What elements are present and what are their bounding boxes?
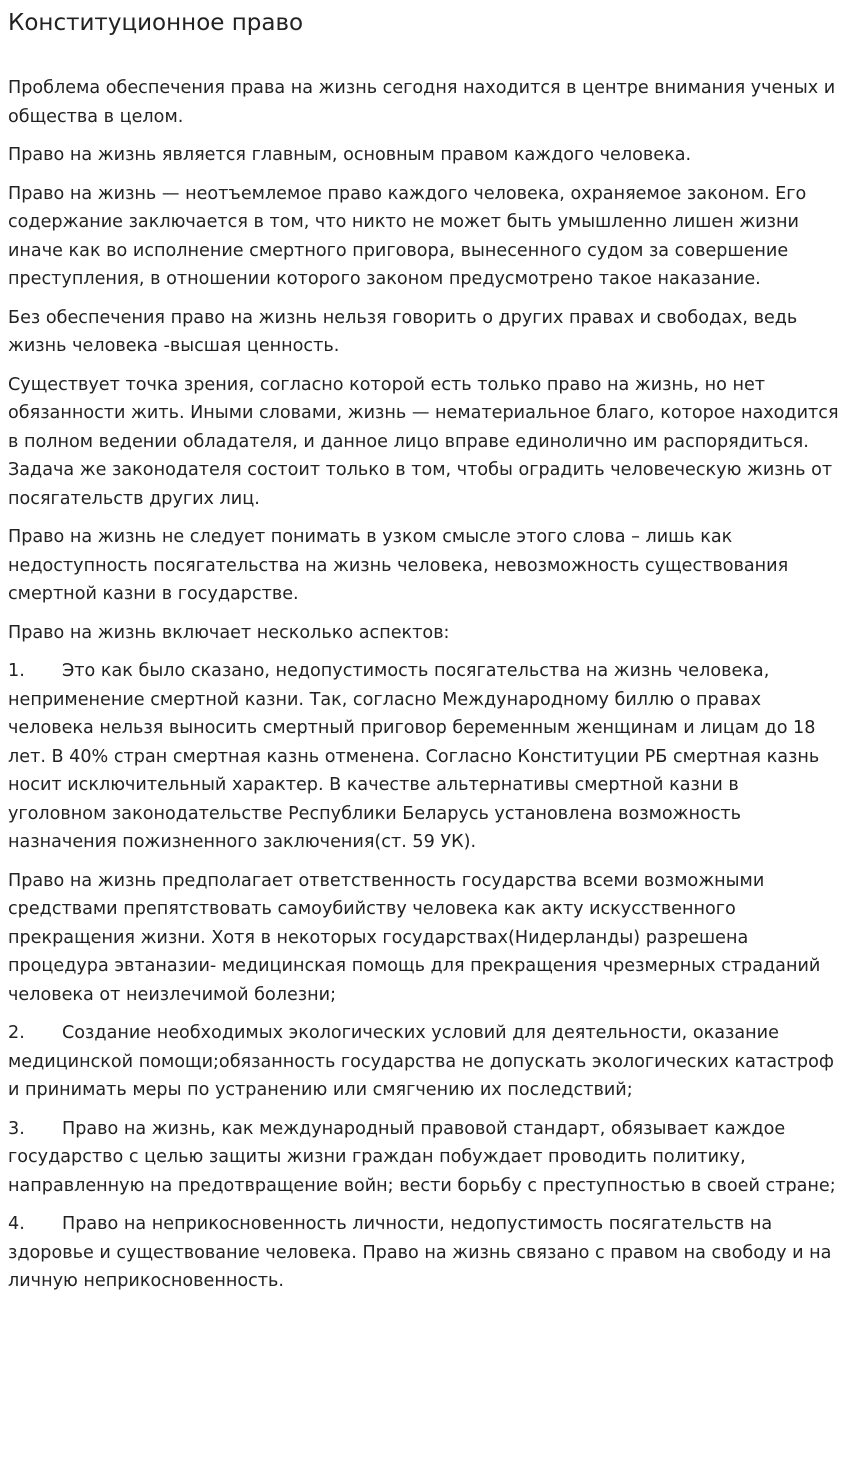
paragraph <box>8 74 840 131</box>
list-item <box>8 1019 840 1105</box>
list-number: 4. <box>8 1214 25 1234</box>
paragraph <box>8 304 840 361</box>
list-item <box>8 1210 840 1296</box>
document-page <box>8 0 840 1306</box>
paragraph-text: Право на жизнь предполагает ответственность государства всеми возможными средствами препятствовать самоубийству человека как акту искусственного прекращения жизни. Хотя в некоторых государствах(Нидерланды) разрешена процедура эвтаназии- медицинская помощь для прекращения чрезмерных страданий человека от неизлечимой болезни; <box>8 870 821 1005</box>
paragraph-text: Без обеспечения право на жизнь нельзя говорить о других правах и свободах, ведь жизнь человека -высшая ценность. <box>8 307 798 356</box>
page-title: Конституционное право <box>8 10 304 36</box>
paragraph-text: Право на жизнь — неотъемлемое право каждого человека, охраняемое законом. Его содержание заключается в том, что никто не может быть умышленно лишен жизни иначе как во исполнение смертного приговора, вынесенного судом за совершение преступления, в отношении которого законом предусмотрено такое наказание. <box>8 183 807 289</box>
list-number: 3. <box>8 1118 25 1139</box>
paragraph <box>8 523 840 609</box>
paragraph <box>8 141 840 170</box>
list-item-text: Это как было сказано, недопустимость посягательства на жизнь человека, неприменение смертной казни. Так, согласно Международному биллю о правах человека нельзя выносить смертный приговор беременным женщинам и лицам до 18 лет. В 40% стран смертная казнь отменена. Согласно Конституции РБ смертная казнь носит исключительный характер. В качестве альтернативы смертной казни в уголовном законодательстве Республики Беларусь установлена возможность назначения пожизненного заключения(ст. 59 УК). <box>8 661 820 852</box>
list-item-text: Право на неприкосновенность личности, недопустимость посягательств на здоровье и существование человека. Право на жизнь связано с правом на свободу и на личную неприкосновенность. <box>8 1214 832 1291</box>
paragraph <box>8 180 840 294</box>
document-body <box>8 74 840 1296</box>
list-item-text: Создание необходимых экологических условий для деятельности, оказание медицинской помощи;обязанность государства не допускать экологических катастроф и принимать меры по устранению или смягчению их последствий; <box>8 1023 834 1100</box>
paragraph-text: Право на жизнь не следует понимать в узком смысле этого слова – лишь как недоступность посягательства на жизнь человека, невозможность существования смертной казни в государстве. <box>8 527 789 604</box>
paragraph-text: Существует точка зрения, согласно которой есть только право на жизнь, но нет обязанности жить. Иными словами, жизнь — нематериальное благо, которое находится в полном ведении обладателя, и данное лицо вправе единолично им распорядиться. Задача же законодателя состоит только в том, чтобы оградить человеческую жизнь от посягательств других лиц. <box>8 374 839 509</box>
paragraph <box>8 867 840 1010</box>
list-number: 1. <box>8 661 25 681</box>
paragraph-text: Проблема обеспечения права на жизнь сегодня находится в центре внимания ученых и общества в целом. <box>8 78 836 127</box>
paragraph-text: Право на жизнь включает несколько аспектов: <box>8 622 450 643</box>
list-item-text: Право на жизнь, как международный правовой стандарт, обязывает каждое государство с целью защиты жизни граждан побуждает проводить политику, направленную на предотвращение войн; вести борьбу с преступностью в своей стране; <box>8 1118 836 1196</box>
list-number: 2. <box>8 1023 25 1043</box>
paragraph-text: Право на жизнь является главным, основным правом каждого человека. <box>8 145 692 165</box>
list-item <box>8 1115 840 1201</box>
list-item <box>8 657 840 857</box>
paragraph <box>8 619 840 648</box>
paragraph <box>8 371 840 514</box>
